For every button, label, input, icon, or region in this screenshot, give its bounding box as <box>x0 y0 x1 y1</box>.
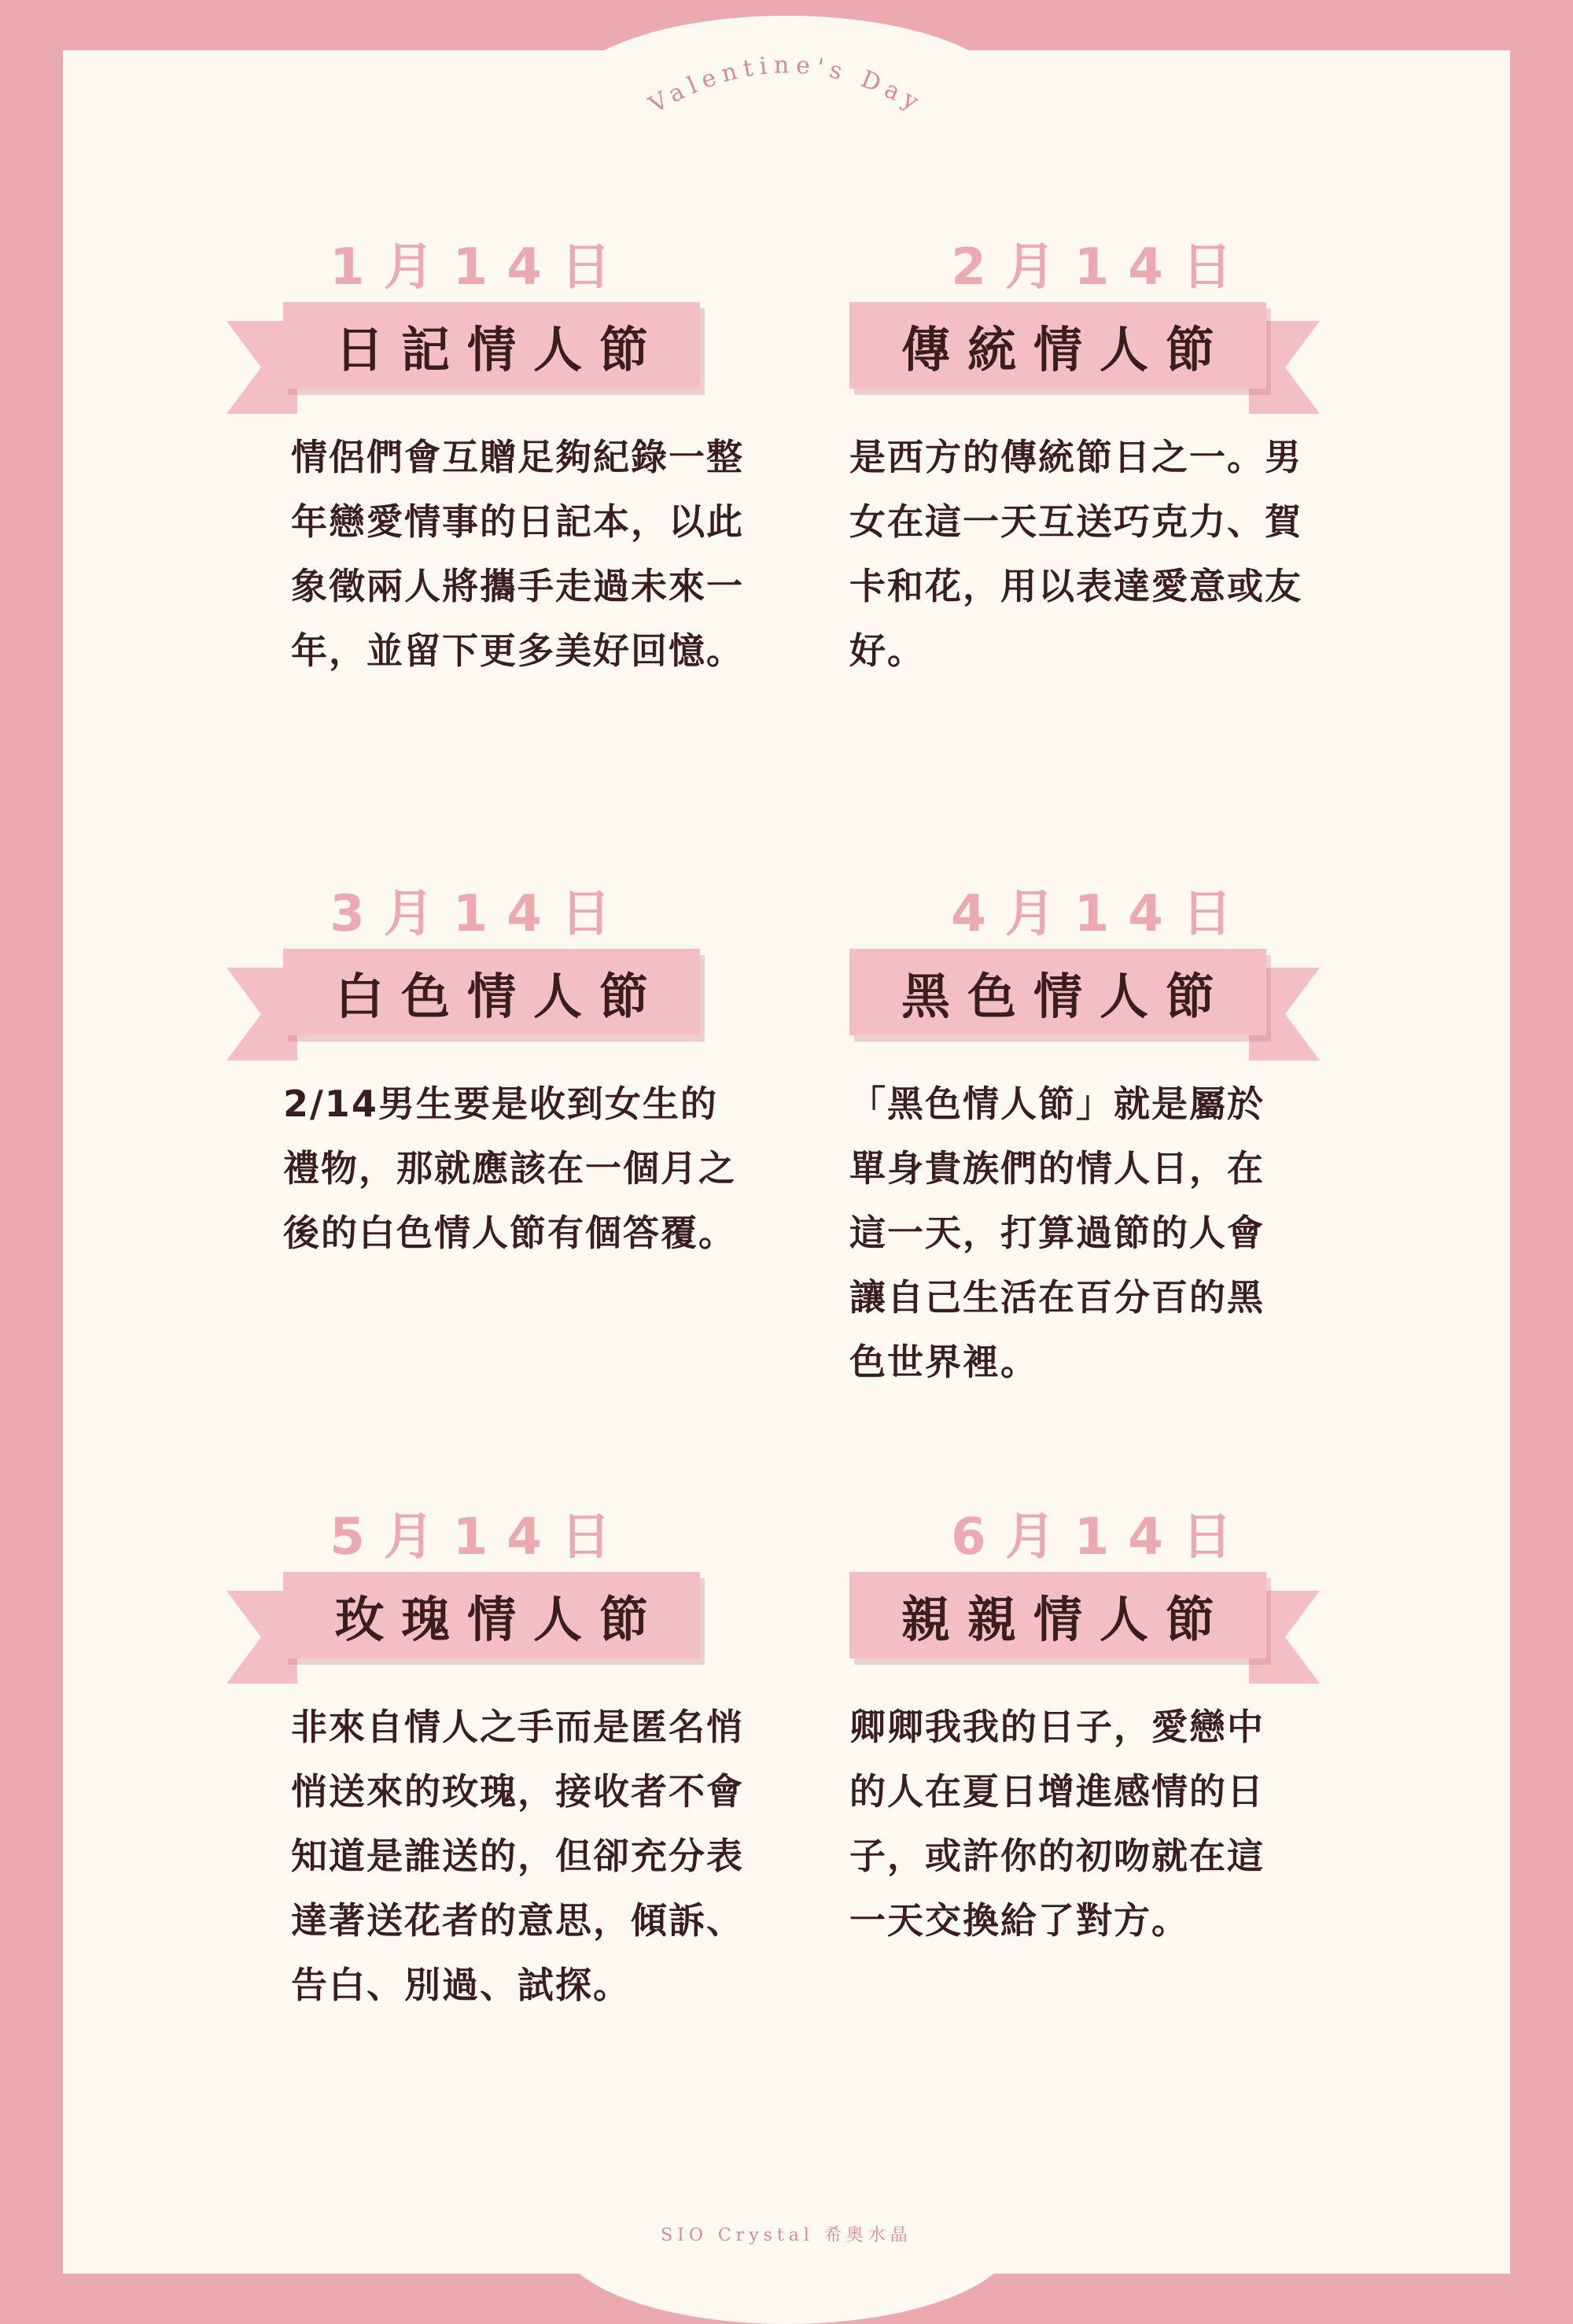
card-title: 黑色情人節 <box>901 967 1232 1025</box>
card-title: 傳統情人節 <box>901 320 1232 378</box>
card-date: 5月14日 <box>330 1508 630 1566</box>
card-description: 2/14男生要是收到女生的禮物，那就應該在一個月之後的白色情人節有個答覆。 <box>283 1083 736 1254</box>
title-ribbon <box>283 1572 700 1658</box>
card-traditional-valentine <box>818 236 1416 787</box>
card-date: 1月14日 <box>330 238 630 297</box>
card-black-valentine <box>818 883 1416 1433</box>
card-date: 6月14日 <box>951 1508 1251 1566</box>
card-title: 日記情人節 <box>334 320 665 378</box>
card-diary-valentine <box>197 236 794 787</box>
title-ribbon <box>283 949 700 1035</box>
card-description: 非來自情人之手而是匿名悄悄送來的玫瑰，接收者不會知道是誰送的，但卻充分表達著送花者的意思，傾訴、告白、別過、試探。 <box>291 1706 744 2006</box>
card-kiss-valentine <box>818 1506 1416 2104</box>
card-description: 情侶們會互贈足夠紀錄一整年戀愛情事的日記本，以此象徵兩人將攜手走過未來一年，並留下更多美好回憶。 <box>291 436 744 672</box>
card-description: 卿卿我我的日子，愛戀中的人在夏日增進感情的日子，或許你的初吻就在這一天交換給了對方。 <box>849 1706 1265 1942</box>
footer-brand: SIO Crystal 希奧水晶 <box>661 2226 912 2245</box>
card-title: 白色情人節 <box>334 967 665 1025</box>
card-description: 是西方的傳統節日之一。男女在這一天互送巧克力、賀卡和花，用以表達愛意或友好。 <box>849 436 1302 672</box>
title-ribbon <box>283 302 700 389</box>
card-title: 親親情人節 <box>901 1590 1232 1648</box>
valentines-day-curved-title <box>598 39 975 142</box>
card-rose-valentine <box>197 1506 794 2104</box>
card-date: 3月14日 <box>330 885 630 943</box>
title-ribbon <box>849 1572 1266 1658</box>
card-date: 2月14日 <box>951 238 1251 297</box>
curved-title-text: Valentine's Day <box>644 51 929 120</box>
title-ribbon <box>849 949 1266 1035</box>
card-description: 「黑色情人節」就是屬於單身貴族們的情人日，在這一天，打算過節的人會讓自己生活在百分百的黑色世界裡。 <box>849 1083 1265 1383</box>
card-title: 玫瑰情人節 <box>334 1590 665 1648</box>
title-ribbon <box>849 302 1266 389</box>
card-date: 4月14日 <box>951 885 1251 943</box>
card-white-valentine <box>197 883 794 1433</box>
svg-text:Valentine's Day <box>644 51 929 119</box>
